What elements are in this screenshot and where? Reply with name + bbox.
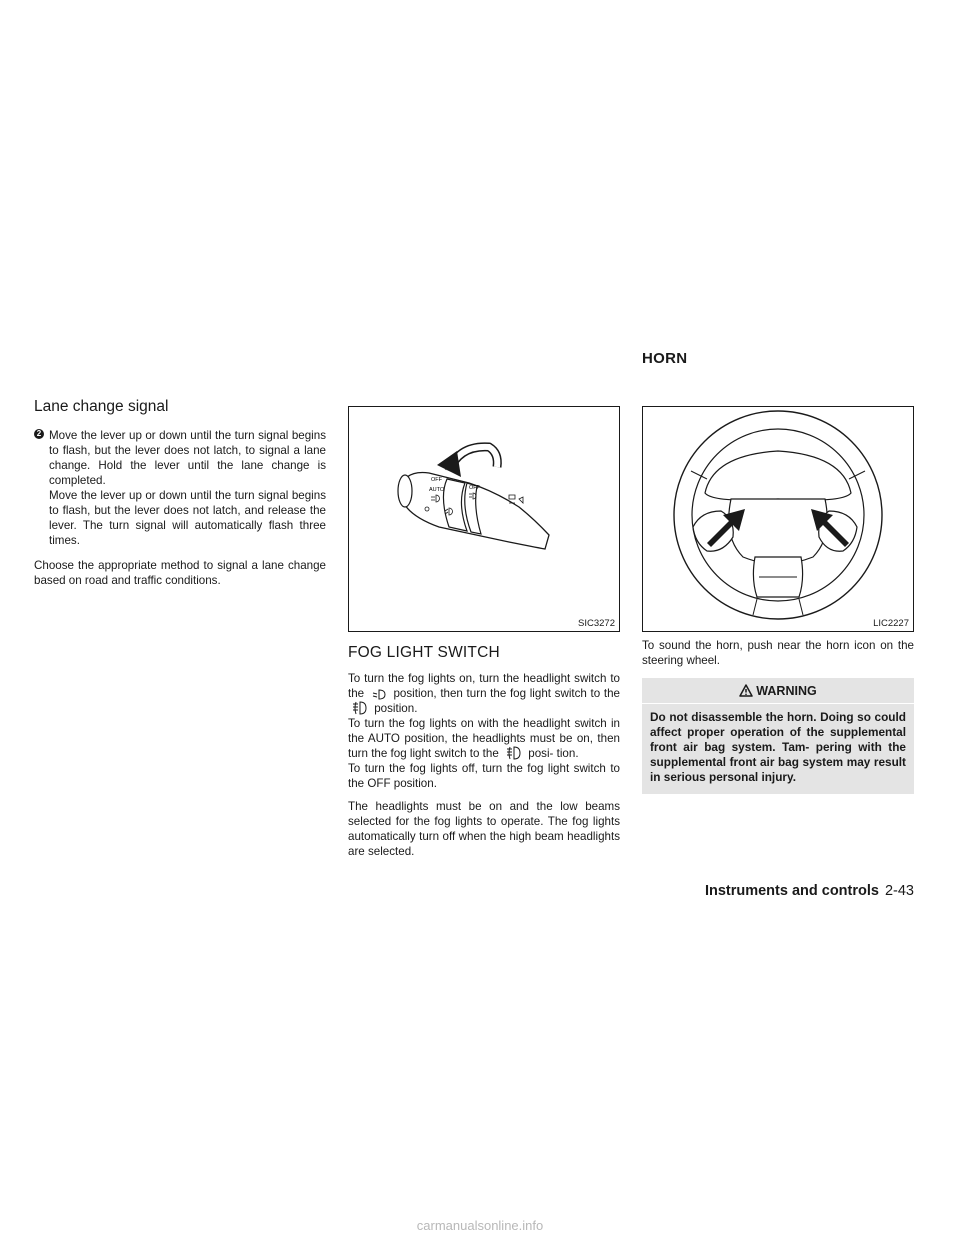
lane-change-item-para-2: Move the lever up or down until the turn signal begins to flash, but the lever does not latch, and release the lever. The turn signal will automatically flash three times. [49,489,326,547]
switch-label-off-1: OFF [431,477,442,483]
lane-change-heading: Lane change signal [34,398,169,415]
warning-box [642,678,914,794]
lane-change-column [34,398,326,596]
horn-column [642,406,914,794]
watermark: carmanualsonline.info [416,1218,544,1233]
lane-change-item [34,428,326,548]
fog-light-column [348,406,620,867]
warning-title: WARNING [642,678,914,704]
item-number-badge: 2 [34,429,44,439]
warning-text: Do not disassemble the horn. Doing so could affect proper operation of the supplemental front air bag system. Tam- pering with the supplemental front air bag system may result in serious personal injury. [650,710,906,784]
figure-id-label: LIC2227 [873,618,909,629]
switch-label-auto: AUTO [429,487,445,493]
fog-para-1: To turn the fog lights on, turn the headlight switch to the position, then turn the fog light switch to the position. [348,672,620,715]
figure-id-label: SIC3272 [578,618,615,629]
page-footer [705,883,914,899]
horn-text: To sound the horn, push near the horn icon on the steering wheel. [642,639,914,667]
fog-switch-lever-illustration [349,407,619,631]
steering-wheel-illustration [643,407,913,631]
lane-change-item-para-1: Move the lever up or down until the turn signal begins to flash, but the lever does not latch, to signal a lane change. Hold the lever until the lane change is completed. [49,429,326,487]
fog-para-3: To turn the fog lights off, turn the fog light switch to the OFF position. [348,762,620,790]
page-number: 2-43 [884,883,914,899]
footer-section-title: Instruments and controls [704,883,879,899]
fog-light-heading: FOG LIGHT SWITCH [348,644,500,661]
lane-change-para: Choose the appropriate method to signal a lane change based on road and traffic conditions. [34,559,326,587]
fog-light-icon [506,746,521,760]
horn-heading: HORN [642,350,688,367]
fog-switch-figure [348,406,620,632]
fog-light-icon [352,701,367,715]
low-beam-icon [372,689,386,700]
warning-triangle-icon [739,684,753,697]
steering-wheel-figure [642,406,914,632]
switch-label-off-2: OFF [469,485,480,491]
fog-para-4: The headlights must be on and the low beams selected for the fog lights to operate. The fog lights automatically turn off when the high beam headlights are selected. [348,800,620,858]
fog-para-2: To turn the fog lights on with the headlight switch in the AUTO position, the headlights must be on, then turn the fog light switch to the posi- tion. [348,717,620,760]
